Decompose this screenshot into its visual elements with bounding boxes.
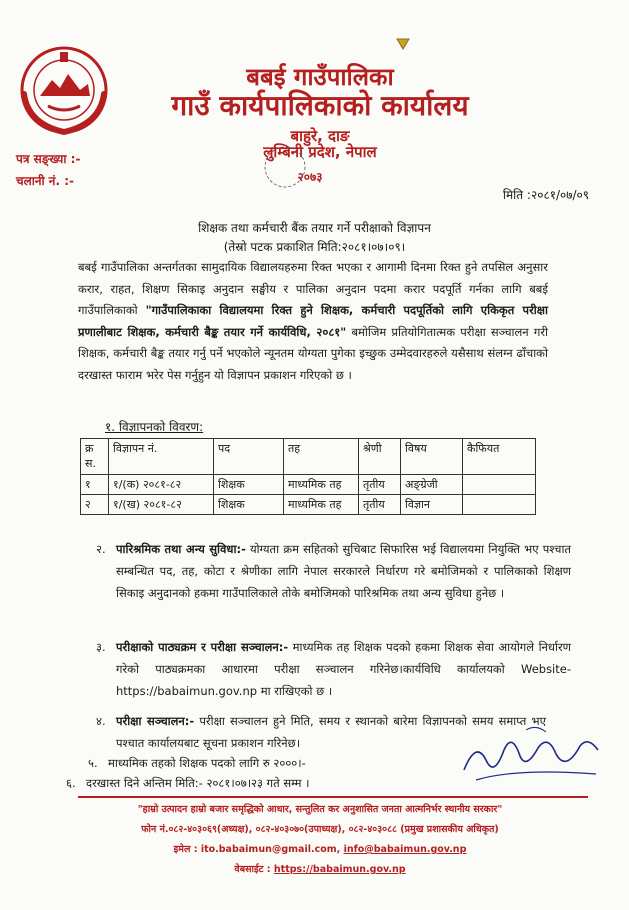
cell-subject: अङ्ग्रेजी xyxy=(401,475,463,495)
footer-phone: फोन नं.०८२-४०३०६९(अध्यक्ष), ०८२-४०३०७०(उपाध्यक्ष), ०८२-४०३०८८ (प्रमुख प्रशासकीय अधिकृत) xyxy=(141,824,499,835)
column-header-grade: श्रेणी xyxy=(359,439,401,475)
intro-text-b: बमोजिम प्रतियोगितात्मक परीक्षा सञ्चालन गरी शिक्षक, कर्मचारी बैङ्क तयार गर्नु पर्ने भएकोले न्यूनतम योग्यता पुगेका इच्छुक उम्मेदवारहरुले यसैसाथ संलग्न ढाँचाको दरखास्त फाराम भरेर पेस गर्नुहुन यो विज्ञापन प्रकाशन गरिएको छ । xyxy=(78,324,549,382)
cell-sn: २ xyxy=(81,495,109,515)
footer-email: इमेल : ito.babaimun@gmail.com, info@babaimun.gov.np xyxy=(173,844,467,855)
province-name: लुम्बिनी प्रदेश, नेपाल xyxy=(263,143,377,161)
footer-website xyxy=(40,862,600,875)
column-header-ad-number: विज्ञापन नं. xyxy=(109,439,214,475)
cell-remarks xyxy=(463,475,536,495)
item-text: माध्यमिक तह शिक्षक पदको हकमा शिक्षक सेवा आयोगले निर्धारण गरेको पाठ्यक्रमका आधारमा परीक्षा सञ्चालन गरिनेछ।कार्यविधि कार्यालयको Website-https://babaimun.gov.np मा राखिएको छ । xyxy=(116,640,571,698)
municipality-name: बबई गाउँपालिका xyxy=(246,63,394,91)
cell-subject: विज्ञान xyxy=(401,495,463,515)
column-header-subject: विषय xyxy=(401,439,463,475)
letter-date: मिति :२०८१/०७/०९ xyxy=(502,188,589,202)
reference-number-label: पत्र सङ्ख्या :- xyxy=(16,152,81,166)
table-header-row xyxy=(81,439,536,475)
table-row xyxy=(81,475,536,495)
notice-subtitle: (तेस्रो पटक प्रकाशित मिति:२०८१।०७।०९। xyxy=(223,240,406,254)
item-text: परीक्षा सञ्चालन हुने मिति, समय र स्थानको बारेमा विज्ञापनको समय समाप्त भए पश्चात कार्यालयबाट सूचना प्रकाशन गरिनेछ। xyxy=(116,714,546,750)
item-number: ४. xyxy=(96,714,106,728)
cell-remarks xyxy=(463,495,536,515)
email-link-2[interactable]: info@babaimun.gov.np xyxy=(343,844,467,855)
notice-title: शिक्षक तथा कर्मचारी बैंक तयार गर्ने परीक्षाको विज्ञापन xyxy=(198,221,431,235)
item-number: ५. xyxy=(88,756,98,770)
website-label: वेबसाईट : xyxy=(234,864,274,875)
intro-procedure-name: "गाउँपालिकाका विद्यालयमा रिक्त हुने शिक्षक, कर्मचारी पदपूर्तिको लागि एकिकृत परीक्षा प्रणालीबाट शिक्षक, कर्मचारी बैङ्क तयार गर्ने कार्यविधि, २०८१" xyxy=(78,303,548,339)
column-header-sn: क्र स. xyxy=(81,439,109,475)
cell-sn: १ xyxy=(81,475,109,495)
website-link[interactable]: https://babaimun.gov.np xyxy=(273,864,406,875)
office-location: बाहुरे, दाङ xyxy=(290,127,350,145)
section-heading: १. विज्ञापनको विवरण: xyxy=(105,420,204,434)
column-header-post: पद xyxy=(214,439,284,475)
item-heading: परीक्षा सञ्चालन:- xyxy=(116,714,195,728)
cell-post: शिक्षक xyxy=(214,475,284,495)
signature-icon xyxy=(456,720,606,790)
intro-paragraph xyxy=(78,257,548,386)
intro-text-a: बबई गाउँपालिका अन्तर्गतका सामुदायिक विद्यालयहरुमा रिक्त भएका र आगामी दिनमा रिक्त हुने तपसिल अनुसार करार, राहत, शिक्षण सिकाइ अनुदान सङ्घीय र पालिका अनुदान पदमा करार पदपूर्ति गर्नका लागि बबई गाउँपालिकाको xyxy=(78,260,548,317)
column-header-remarks: कैफियत xyxy=(463,439,536,475)
item-number: ६. xyxy=(66,776,76,790)
item-number: २. xyxy=(96,542,106,556)
stamp-icon xyxy=(240,145,330,190)
item-heading: परीक्षाको पाठ्यक्रम र परीक्षा सञ्चालन:- xyxy=(116,640,289,654)
footer-slogan: "हाम्रो उत्पादन हाम्रो बजार समृद्धिको आधार, सन्तुलित कर अनुशासित जनता आत्मनिर्भर स्थानीय सरकार" xyxy=(137,804,503,815)
cell-post: शिक्षक xyxy=(214,495,284,515)
table-row xyxy=(81,495,536,515)
government-emblem-icon xyxy=(18,44,110,136)
cell-grade: तृतीय xyxy=(359,475,401,495)
item-text: माध्यमिक तहको शिक्षक पदको लागि रु २०००।- xyxy=(108,756,306,770)
item-heading: पारिश्रमिक तथा अन्य सुविधा:- xyxy=(116,542,246,556)
email-label: इमेल : xyxy=(173,844,201,855)
column-header-level: तह xyxy=(284,439,359,475)
cell-ad-number: १/(क) २०८१-८२ xyxy=(109,475,214,495)
established-year: २०७३ xyxy=(297,170,323,184)
cell-grade: तृतीय xyxy=(359,495,401,515)
office-name: गाउँ कार्यपालिकाको कार्यालय xyxy=(171,89,469,122)
cell-level: माध्यमिक तह xyxy=(284,495,359,515)
cell-ad-number: १/(ख) २०८१-८२ xyxy=(109,495,214,515)
flag-icon xyxy=(396,38,410,50)
item-text: दरखास्त दिने अन्तिम मिति:- २०८१।०७।२३ गते सम्म । xyxy=(86,776,310,790)
vacancy-table xyxy=(80,438,536,515)
dispatch-number-label: चलानी नं. :- xyxy=(16,174,74,188)
item-text: योग्यता क्रम सहितको सुचिबाट सिफारिस भई विद्यालयमा नियुक्ति भए पश्चात सम्बन्धित पद, तह, कोटा र श्रेणीका लागि नेपाल सरकारले निर्धारण गरे बमोजिमको र पालिकाको शिक्षण सिकाइ अनुदानको हकमा गाउँपालिकाले तोके बमोजिमको पारिश्रमिक तथा अन्य सुविधा हुनेछ । xyxy=(116,542,571,600)
item-number: ३. xyxy=(96,640,106,654)
footer-divider xyxy=(78,796,588,798)
email-link-1[interactable]: ito.babaimun@gmail.com xyxy=(200,844,337,855)
cell-level: माध्यमिक तह xyxy=(284,475,359,495)
